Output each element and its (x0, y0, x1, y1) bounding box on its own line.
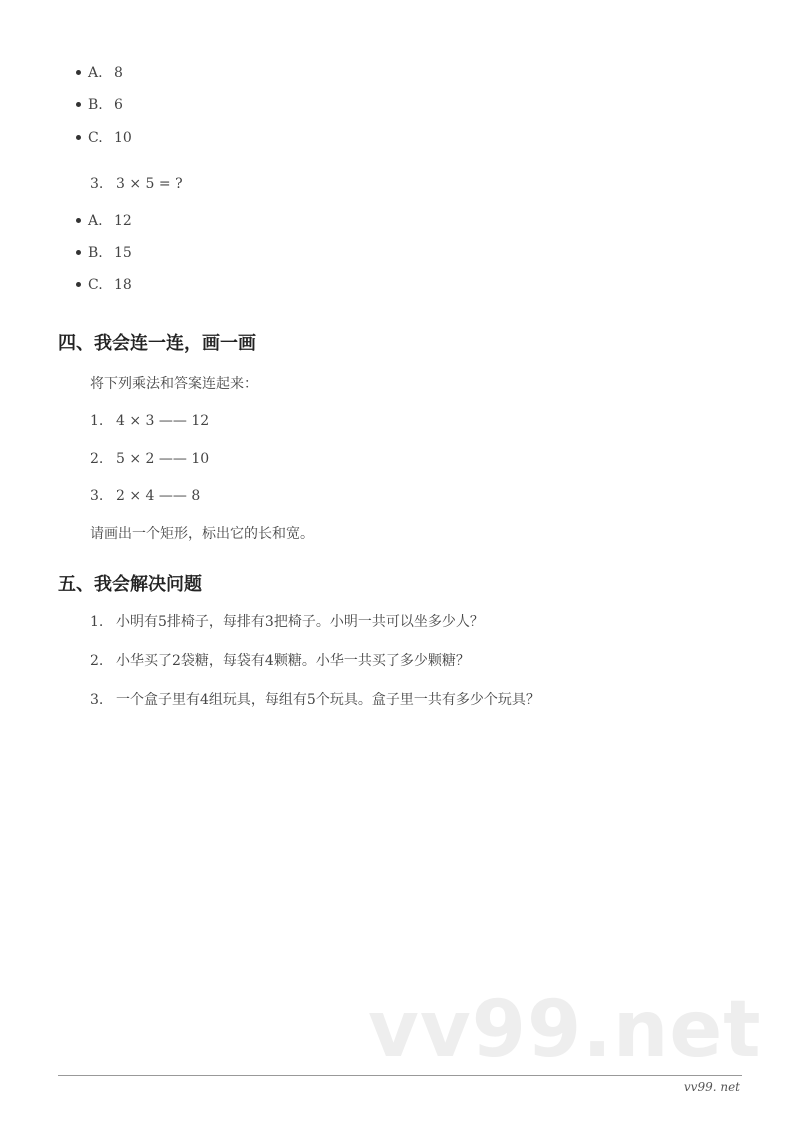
watermark: vv99.net (368, 985, 762, 1075)
bullet-icon (76, 282, 81, 287)
section4-instruction: 将下列乘法和答案连起来： (90, 376, 258, 392)
q2-option-b: B. 6 (76, 95, 123, 115)
q3-question: 3. 3 × 5 = ? (90, 176, 183, 192)
bullet-icon (76, 135, 81, 140)
problem-2: 2. 小华买了2袋糖，每袋有4颗糖。小华一共买了多少颗糖？ (90, 653, 470, 669)
bullet-icon (76, 218, 81, 223)
section4-heading: 四、我会连一连，画一画 (58, 333, 256, 354)
match-item-2: 2. 5 × 2 —— 10 (90, 451, 210, 467)
q2-option-c: C. 10 (76, 128, 132, 148)
q3-option-a: A. 12 (76, 211, 132, 231)
problem-1: 1. 小明有5排椅子，每排有3把椅子。小明一共可以坐多少人？ (90, 614, 484, 630)
bullet-icon (76, 70, 81, 75)
footer-divider (58, 1075, 742, 1076)
bullet-icon (76, 250, 81, 255)
bullet-icon (76, 102, 81, 107)
q3-option-c: C. 18 (76, 275, 132, 295)
q3-option-b: B. 15 (76, 243, 132, 263)
draw-instruction: 请画出一个矩形，标出它的长和宽。 (90, 526, 314, 542)
footer-site-label: vv99. net (683, 1080, 740, 1094)
problem-3: 3. 一个盒子里有4组玩具，每组有5个玩具。盒子里一共有多少个玩具？ (90, 692, 540, 708)
q2-option-a: A. 8 (76, 63, 123, 83)
match-item-3: 3. 2 × 4 —— 8 (90, 488, 201, 504)
match-item-1: 1. 4 × 3 —— 12 (90, 413, 210, 429)
section5-heading: 五、我会解决问题 (58, 574, 202, 595)
